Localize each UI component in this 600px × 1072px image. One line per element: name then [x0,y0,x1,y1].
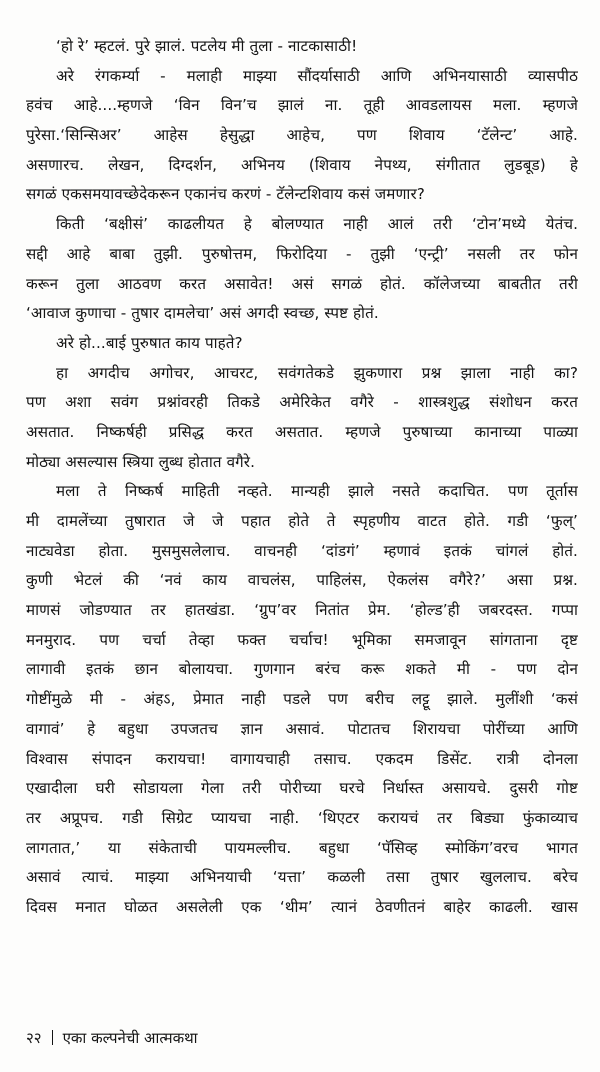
text-line: वागावं’ हे बहुधा उपजतच ज्ञान असावं. पोटातच शिरायचा पोरींच्या आणि [26,719,578,738]
text-line: माणसं जोडण्यात तर हातखंडा. ‘ग्रुप’वर नितांत प्रेम. ‘होल्ड’ही जबरदस्त. गप्पा [26,601,578,620]
text-line: लागावी इतकं छान बोलायचा. गुणगान बरंच करू शकते मी - पण दोन [26,660,578,679]
text-line: मोठ्या असल्यास स्त्रिया लुब्ध होतात वगैरे. [26,452,256,471]
text-line: करून तुला आठवण करत असावेत! असं सगळं होतं. कॉलेजच्या बाबतीत तरी [26,274,578,293]
text-line: मी दामलेंच्या तुषारात जे जे पहात होते ते स्पृहणीय वाटत होते. गडी ‘फुल्’ [26,512,578,530]
text-line: गोष्टींमुळे मी - अंहऽ, प्रेमात नाही पडले पण बरीच लट्टू झाले. मुलींशी ‘कसं [26,690,578,709]
text-line: असणारच. लेखन, दिग्दर्शन, अभिनय (शिवाय नेपथ्य, संगीतात लुडबूड) हे [26,155,578,174]
page-body-text [26,32,578,923]
text-line: मला ते निष्कर्ष माहिती नव्हते. मान्यही झाले नसते कदाचित. पण तूर्तास [56,482,578,501]
text-line: अरे रंगकर्म्या - मलाही माझ्या सौंदर्यासाठी आणि अभिनयासाठी व्यासपीठ [56,66,578,85]
footer-separator [52,1030,53,1045]
text-line: पण अशा सवंग प्रश्नांवरही तिकडे अमेरिकेत वगैरे - शास्त्रशुद्ध संशोधन करत [26,393,578,412]
page-number: २२ [26,1029,42,1047]
text-line: सद्दी आहे बाबा तुझी. पुरुषोत्तम, फिरोदिया - तुझी ‘एन्ट्री’ नसली तर फोन [26,244,578,263]
text-line: सगळं एकसमयावच्छेदेकरून एकानंच करणं - टॅलेन्टशिवाय कसं जमणार? [26,185,425,204]
text-line: मनमुराद. पण चर्चा तेव्हा फक्त चर्चाच! भूमिका समजावून सांगताना दृष्ट [26,630,578,649]
text-line: तर अप्रूपच. गडी सिग्रेट प्यायचा नाही. ‘थिएटर करायचं तर बिड्या फुंकाव्याच [26,808,578,827]
text-line: ‘आवाज कुणाचा - तुषार दामलेचा’ असं अगदी स्वच्छ, स्पष्ट होतं. [26,304,379,323]
text-line: एखादीला घरी सोडायला गेला तरी पोरीच्या घरचे निर्धास्त असायचे. दुसरी गोष्ट [26,779,578,798]
text-line: पुरेसा.‘सिन्सिअर’ आहेस हेसुद्धा आहेच, पण शिवाय ‘टॅलेन्ट’ आहे. [26,126,578,145]
text-line: कुणी भेटलं की ‘नवं काय वाचलंस, पाहिलंस, ऐकलंस वगैरे?’ असा प्रश्न. [26,571,578,590]
text-line: अरे हो...बाई पुरुषात काय पाहते? [56,333,243,352]
text-line: लागतात,’ या संकेताची पायमल्लीच. बहुधा ‘पॅसिव्ह स्मोकिंग’वरच भागत [26,838,578,857]
text-line: दिवस मनात घोळत असलेली एक ‘थीम’ त्यानं ठेवणीतनं बाहेर काढली. खास [26,897,578,916]
text-line: विश्वास संपादन करायचा! वागायचाही तसाच. एकदम डिसेंट. रात्री दोनला [26,749,578,768]
text-line: ‘हो रे’ म्हटलं. पुरे झालं. पटलेय मी तुला - नाटकासाठी! [56,37,358,55]
text-line: नाट्यवेडा होता. मुसमुसलेलाच. वाचनही ‘दांडगं’ म्हणावं इतकं चांगलं होतं. [26,541,578,560]
text-line: किती ‘बक्षीसं’ काढलीयत हे बोलण्यात नाही आलं तरी ‘टोन’मध्ये येतंच. [56,215,578,234]
text-line: हा अगदीच अगोचर, आचरट, सवंगतेकडे झुकणारा प्रश्न झाला नाही का? [56,363,578,382]
page-footer [26,1026,198,1050]
text-line: हवंच आहे....म्हणजे ‘विन विन’च झालं ना. तूही आवडलायस मला. म्हणजे [26,96,578,115]
text-line: असतात. निष्कर्षही प्रसिद्ध करत असतात. म्हणजे पुरुषाच्या कानाच्या पाळ्या [26,422,578,441]
book-title: एका कल्पनेची आत्मकथा [62,1029,198,1047]
text-line: असावं त्याचं. माझ्या अभिनयाची ‘यत्ता’ कळली तसा तुषार खुललाच. बरेच [26,868,578,887]
